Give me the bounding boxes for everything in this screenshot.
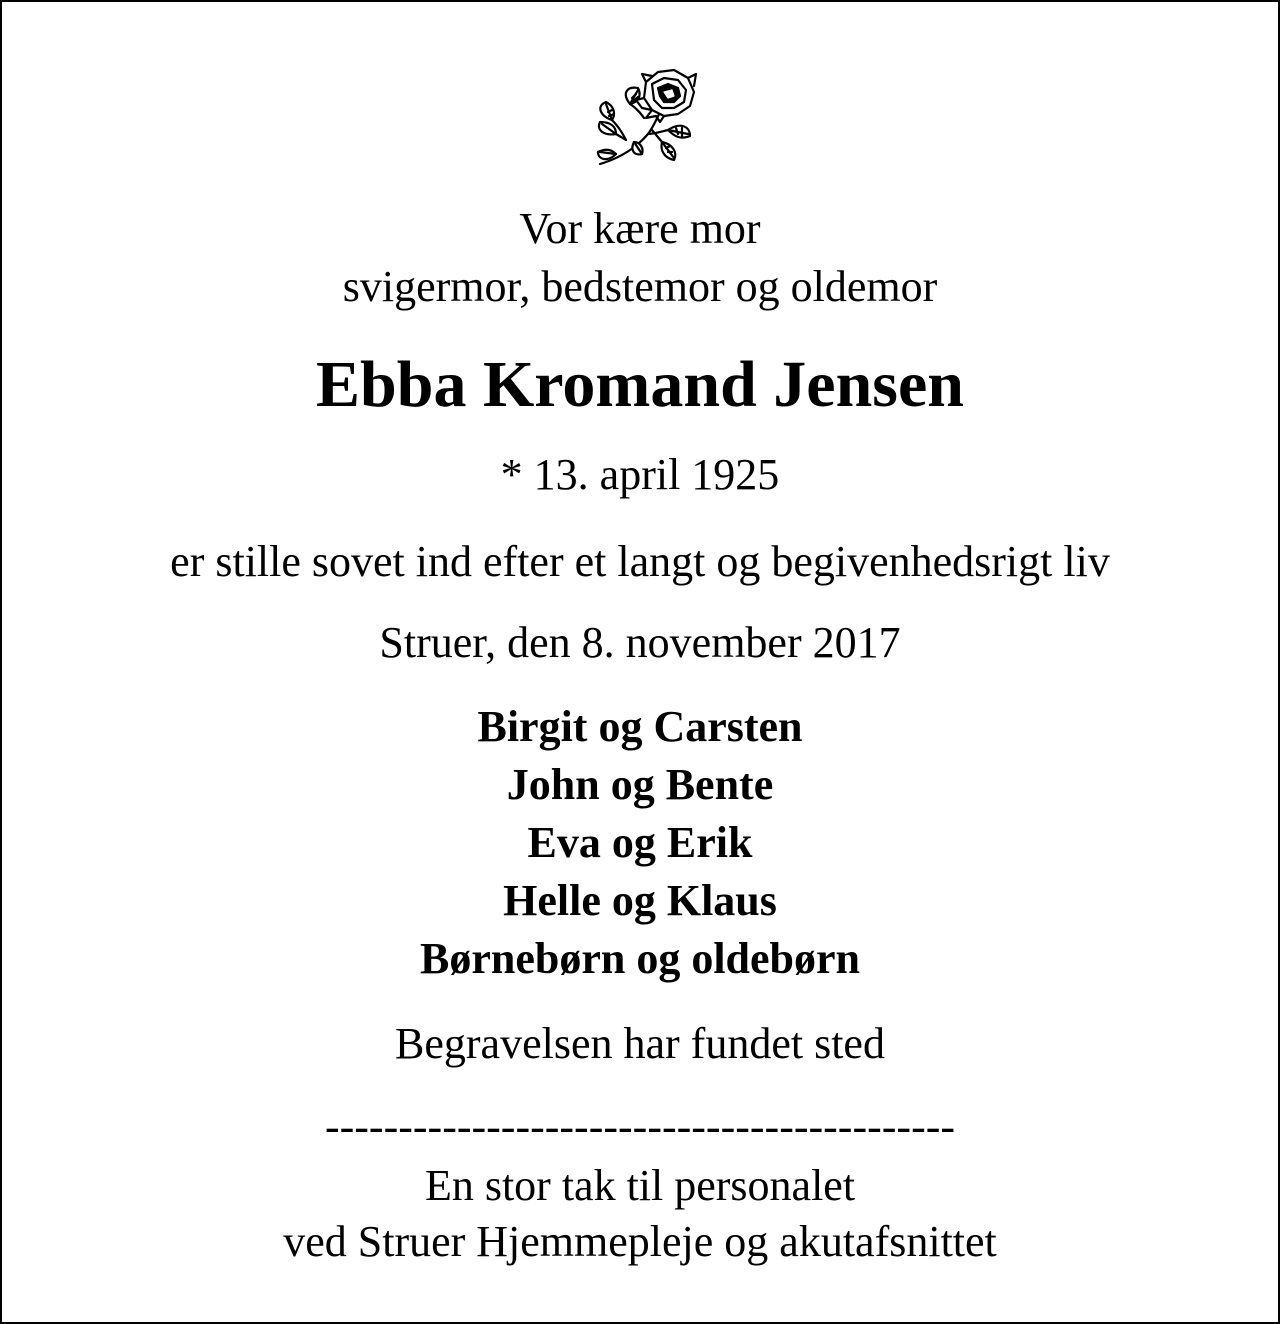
intro-line-2: svigermor, bedstemor og oldemor: [342, 262, 938, 311]
funeral-note: Begravelsen har fundet sted: [395, 1019, 885, 1068]
family-line-1: Birgit og Carsten: [477, 702, 803, 751]
intro-line-1: Vor kære mor: [519, 204, 761, 253]
thanks-line-1: En stor tak til personalet: [424, 1161, 856, 1210]
birth-date: * 13. april 1925: [500, 450, 780, 499]
separator-line: -------------------------------------------: [324, 1102, 956, 1151]
rose-icon: [586, 64, 702, 172]
family-line-2: John og Bente: [506, 760, 774, 809]
place-and-date: Struer, den 8. november 2017: [379, 618, 901, 667]
passing-statement: er stille sovet ind efter et langt og begivenhedsrigt liv: [170, 537, 1110, 586]
deceased-name: Ebba Kromand Jensen: [316, 348, 964, 421]
family-line-3: Eva og Erik: [527, 818, 753, 867]
family-line-4: Helle og Klaus: [503, 876, 777, 925]
family-line-5: Børnebørn og oldebørn: [419, 934, 861, 983]
thanks-line-2: ved Struer Hjemmepleje og akutafsnittet: [283, 1217, 997, 1266]
